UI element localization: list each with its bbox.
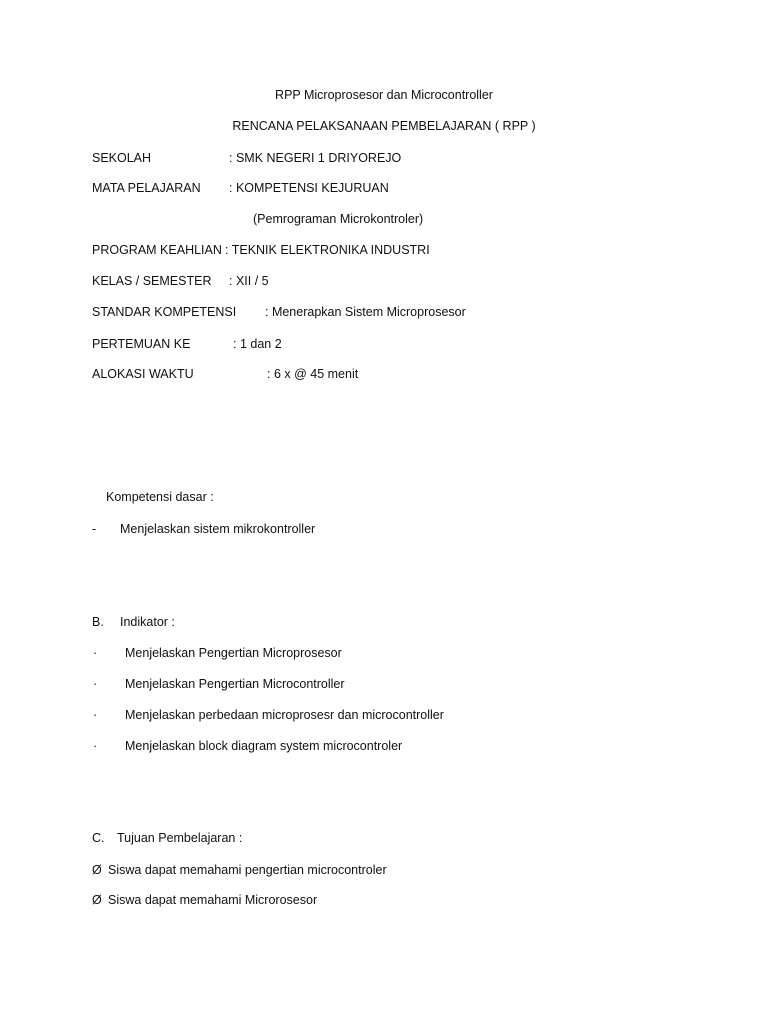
kompetensi-item: Menjelaskan sistem mikrokontroller: [120, 522, 316, 536]
tujuan-heading: Tujuan Pembelajaran :: [117, 831, 243, 845]
info-label-mata-pelajaran: MATA PELAJARAN: [92, 181, 201, 195]
info-value-pemrograman: (Pemrograman Microkontroler): [253, 212, 424, 226]
indikator-item: Menjelaskan block diagram system microcontroler: [125, 739, 403, 753]
tujuan-bullet: Ø: [92, 893, 102, 907]
info-label-sekolah: SEKOLAH: [92, 151, 152, 165]
info-value-alokasi-waktu: : 6 x @ 45 menit: [267, 367, 359, 381]
info-label-kelas-semester: KELAS / SEMESTER: [92, 274, 212, 288]
document-title: RPP Microprosesor dan Microcontroller: [275, 88, 493, 102]
tujuan-bullet: Ø: [92, 863, 102, 877]
info-value-pertemuan-ke: : 1 dan 2: [233, 337, 282, 351]
kompetensi-heading: Kompetensi dasar :: [106, 490, 214, 504]
info-value-standar-kompetensi: : Menerapkan Sistem Microprosesor: [265, 305, 466, 319]
info-value-program-keahlian: : TEKNIK ELEKTRONIKA INDUSTRI: [225, 243, 430, 257]
indikator-bullet: ·: [93, 739, 98, 753]
indikator-bullet: ·: [93, 646, 98, 660]
tujuan-item: Siswa dapat memahami Microrosesor: [108, 893, 318, 907]
tujuan-letter: C.: [92, 831, 105, 845]
info-value-kelas-semester: : XII / 5: [229, 274, 269, 288]
info-label-pertemuan-ke: PERTEMUAN KE: [92, 337, 191, 351]
document-heading: RENCANA PELAKSANAAN PEMBELAJARAN ( RPP ): [232, 119, 536, 133]
info-label-alokasi-waktu: ALOKASI WAKTU: [92, 367, 194, 381]
tujuan-item: Siswa dapat memahami pengertian microcontroler: [108, 863, 387, 877]
info-label-standar-kompetensi: STANDAR KOMPETENSI: [92, 305, 237, 319]
indikator-item: Menjelaskan Pengertian Microcontroller: [125, 677, 345, 691]
info-label-program-keahlian: PROGRAM KEAHLIAN: [92, 243, 222, 257]
kompetensi-marker: -: [92, 522, 97, 536]
indikator-bullet: ·: [93, 677, 98, 691]
indikator-heading: Indikator :: [120, 615, 175, 629]
indikator-item: Menjelaskan Pengertian Microprosesor: [125, 646, 342, 660]
indikator-item: Menjelaskan perbedaan microprosesr dan microcontroller: [125, 708, 444, 722]
indikator-letter: B.: [92, 615, 104, 629]
indikator-bullet: ·: [93, 708, 98, 722]
info-value-sekolah: : SMK NEGERI 1 DRIYOREJO: [229, 151, 402, 165]
info-value-mata-pelajaran: : KOMPETENSI KEJURUAN: [229, 181, 389, 195]
